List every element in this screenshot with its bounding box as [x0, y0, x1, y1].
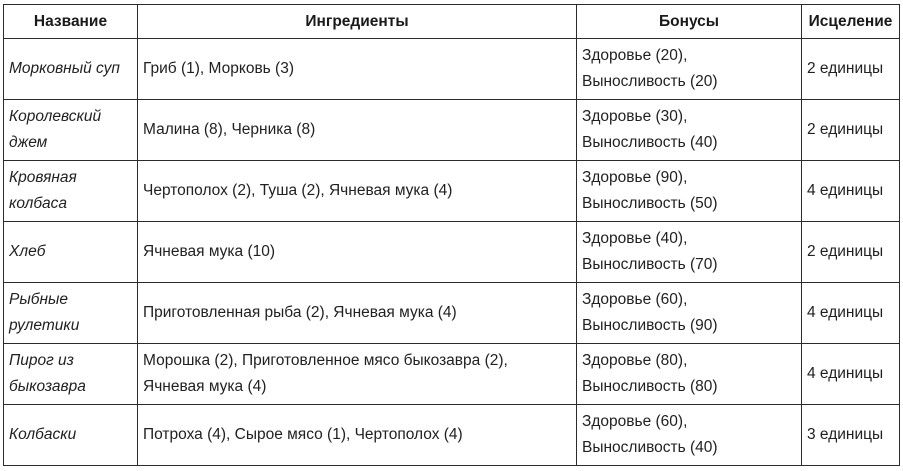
bonus-health: Здоровье (60),	[582, 413, 688, 430]
recipe-healing: 4 единицы	[802, 283, 900, 344]
table-row	[4, 283, 900, 344]
bonus-stamina: Выносливость (70)	[582, 256, 718, 273]
recipe-name: Пирог из быкозавра	[4, 344, 138, 405]
recipe-ingredients: Морошка (2), Приготовленное мясо быкозавра (2), Ячневая мука (4)	[138, 344, 577, 405]
recipes-table	[3, 4, 900, 466]
recipe-bonuses	[577, 344, 802, 405]
recipe-bonuses	[577, 222, 802, 283]
recipe-ingredients: Чертополох (2), Туша (2), Ячневая мука (4)	[138, 161, 577, 222]
recipe-healing: 2 единицы	[802, 222, 900, 283]
recipe-healing: 2 единицы	[802, 100, 900, 161]
header-healing: Исцеление	[802, 5, 900, 39]
recipe-healing: 4 единицы	[802, 161, 900, 222]
header-ingredients: Ингредиенты	[138, 5, 577, 39]
bonus-health: Здоровье (60),	[582, 291, 688, 308]
header-bonuses: Бонусы	[577, 5, 802, 39]
recipe-name: Морковный суп	[4, 39, 138, 100]
table-row	[4, 222, 900, 283]
bonus-stamina: Выносливость (90)	[582, 317, 718, 334]
recipe-name: Колбаски	[4, 405, 138, 466]
recipe-name: Королевский джем	[4, 100, 138, 161]
recipe-name: Кровяная колбаса	[4, 161, 138, 222]
bonus-health: Здоровье (80),	[582, 352, 688, 369]
bonus-stamina: Выносливость (40)	[582, 439, 718, 456]
recipe-bonuses	[577, 161, 802, 222]
bonus-health: Здоровье (40),	[582, 230, 688, 247]
table-row	[4, 344, 900, 405]
recipe-ingredients: Малина (8), Черника (8)	[138, 100, 577, 161]
recipe-healing: 3 единицы	[802, 405, 900, 466]
table-row	[4, 161, 900, 222]
recipe-name: Рыбные рулетики	[4, 283, 138, 344]
recipe-ingredients: Потроха (4), Сырое мясо (1), Чертополох (4)	[138, 405, 577, 466]
recipe-ingredients: Ячневая мука (10)	[138, 222, 577, 283]
bonus-stamina: Выносливость (20)	[582, 73, 718, 90]
recipe-name: Хлеб	[4, 222, 138, 283]
recipe-ingredients: Гриб (1), Морковь (3)	[138, 39, 577, 100]
recipe-ingredients: Приготовленная рыба (2), Ячневая мука (4)	[138, 283, 577, 344]
recipe-bonuses	[577, 405, 802, 466]
bonus-stamina: Выносливость (50)	[582, 195, 718, 212]
table-row	[4, 405, 900, 466]
recipe-bonuses	[577, 39, 802, 100]
bonus-stamina: Выносливость (80)	[582, 378, 718, 395]
table-row	[4, 39, 900, 100]
header-name: Название	[4, 5, 138, 39]
bonus-health: Здоровье (90),	[582, 169, 688, 186]
bonus-stamina: Выносливость (40)	[582, 134, 718, 151]
recipe-healing: 4 единицы	[802, 344, 900, 405]
table-row	[4, 100, 900, 161]
bonus-health: Здоровье (20),	[582, 47, 688, 64]
recipe-bonuses	[577, 100, 802, 161]
recipe-healing: 2 единицы	[802, 39, 900, 100]
bonus-health: Здоровье (30),	[582, 108, 688, 125]
header-row	[4, 5, 900, 39]
recipe-bonuses	[577, 283, 802, 344]
